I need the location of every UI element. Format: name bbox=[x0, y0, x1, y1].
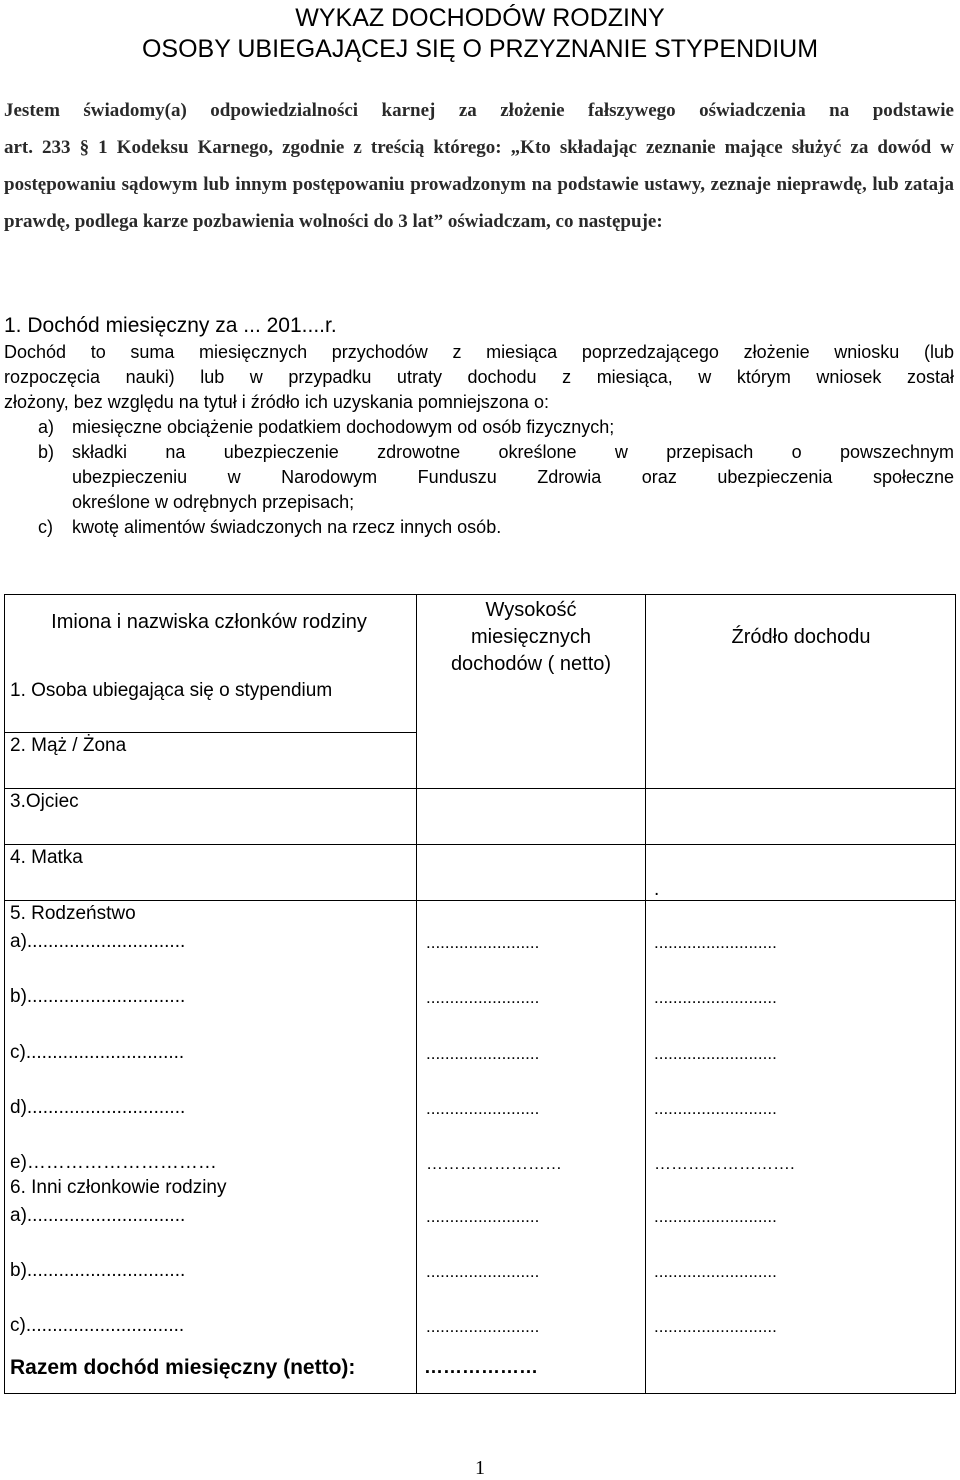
table-border bbox=[4, 594, 5, 1394]
definition-line-1: Dochód to suma miesięcznych przychodów z miesiąca poprzedzającego złożenie wniosku (lub bbox=[4, 342, 954, 362]
other-member-b: b).............................. bbox=[10, 1260, 186, 1281]
definition-line-3: złożony, bez względu na tytuł i źródło ich uzyskania pomniejszona o: bbox=[4, 392, 549, 412]
item-text: kwotę alimentów świadczonych na rzecz innych osób. bbox=[72, 517, 502, 537]
header-source: Źródło dochodu bbox=[731, 626, 871, 648]
declaration-line-1: Jestem świadomy(a) odpowiedzialności karnej za złożenie fałszywego oświadczenia na podstawie bbox=[4, 100, 954, 121]
total-value: ……………… bbox=[424, 1357, 538, 1378]
source-blank: .......................... bbox=[654, 1207, 777, 1226]
sibling-e: e)………………………… bbox=[10, 1152, 217, 1173]
row-siblings: 5. Rodzeństwo bbox=[10, 903, 136, 924]
source-blank: ……………………. bbox=[654, 1154, 795, 1173]
table-border bbox=[955, 594, 956, 1394]
item-text: miesięczne obciążenie podatkiem dochodowym od osób fizycznych; bbox=[72, 417, 615, 437]
header-amount: Wysokość miesięcznych dochodów ( netto) bbox=[450, 599, 612, 675]
other-member-c: c).............................. bbox=[10, 1315, 185, 1336]
other-member-a: a).............................. bbox=[10, 1205, 186, 1226]
document-title-line-1: WYKAZ DOCHODÓW RODZINY bbox=[295, 4, 665, 32]
sibling-a: a).............................. bbox=[10, 931, 186, 952]
amount-blank: ........................ bbox=[426, 988, 540, 1007]
amount-blank: ........................ bbox=[426, 1099, 540, 1118]
table-border bbox=[4, 900, 956, 901]
sibling-b: b).............................. bbox=[10, 986, 186, 1007]
income-definition bbox=[4, 340, 954, 540]
total-label: Razem dochód miesięczny (netto): bbox=[10, 1356, 356, 1379]
item-label: a) bbox=[38, 417, 55, 437]
deduction-item-b bbox=[4, 440, 954, 515]
item-text: składki na ubezpieczenie zdrowotne określone w przepisach o powszechnym bbox=[72, 442, 954, 462]
table-border bbox=[645, 594, 646, 1394]
income-table bbox=[4, 594, 956, 1394]
source-blank: .......................... bbox=[654, 1044, 777, 1063]
table-border bbox=[4, 788, 956, 789]
row-other-members: 6. Inni członkowie rodziny bbox=[10, 1177, 227, 1198]
table-border bbox=[4, 844, 956, 845]
table-border bbox=[416, 594, 417, 1394]
section-heading: 1. Dochód miesięczny za ... 201....r. bbox=[4, 314, 337, 337]
amount-blank: ........................ bbox=[426, 1044, 540, 1063]
deduction-item-a bbox=[4, 415, 954, 440]
page-number: 1 bbox=[475, 1457, 485, 1479]
amount-blank: ........................ bbox=[426, 1262, 540, 1281]
source-blank: .......................... bbox=[654, 988, 777, 1007]
item-text: określone w odrębnych przepisach; bbox=[72, 492, 355, 512]
row-mother: 4. Matka bbox=[10, 847, 83, 868]
sibling-c: c).............................. bbox=[10, 1042, 185, 1063]
table-border bbox=[4, 1393, 956, 1394]
document-title-line-2: OSOBY UBIEGAJĄCEJ SIĘ O PRZYZNANIE STYPENDIUM bbox=[141, 35, 819, 63]
table-border bbox=[4, 594, 956, 595]
amount-blank: …………………… bbox=[426, 1154, 562, 1173]
item-label: b) bbox=[38, 442, 55, 462]
sibling-d: d).............................. bbox=[10, 1097, 186, 1118]
source-blank: .......................... bbox=[654, 1317, 777, 1336]
row-applicant: 1. Osoba ubiegająca się o stypendium bbox=[10, 680, 333, 701]
row-spouse: 2. Mąż / Żona bbox=[10, 735, 127, 756]
amount-blank: ........................ bbox=[426, 1317, 540, 1336]
deduction-item-c bbox=[4, 515, 954, 540]
source-blank: .......................... bbox=[654, 933, 777, 952]
stray-dot: . bbox=[654, 879, 660, 900]
source-blank: .......................... bbox=[654, 1099, 777, 1118]
row-father: 3.Ojciec bbox=[10, 791, 79, 812]
declaration-text: art. 233 § 1 Kodeksu Karnego, zgodnie z treścią którego: „Kto składając zeznanie mające służyć za dowód w postępowaniu sądowym lub innym postępowaniu prowadzonym na podstawie ustawy, zeznaje nieprawdę, lub zataja prawdę, podlega karze pozbawienia wolności do 3 lat” oświadczam, co następuje: bbox=[4, 137, 954, 232]
item-label: c) bbox=[38, 517, 53, 537]
amount-blank: ........................ bbox=[426, 1207, 540, 1226]
item-text: ubezpieczeniu w Narodowym Funduszu Zdrowia oraz ubezpieczenia społeczne bbox=[72, 467, 954, 487]
source-blank: .......................... bbox=[654, 1262, 777, 1281]
definition-line-2: rozpoczęcia nauki) lub w przypadku utraty dochodu z miesiąca, w którym wniosek został bbox=[4, 367, 954, 387]
header-members: Imiona i nazwiska członków rodziny bbox=[51, 611, 367, 633]
table-border bbox=[4, 732, 416, 733]
amount-blank: ........................ bbox=[426, 933, 540, 952]
